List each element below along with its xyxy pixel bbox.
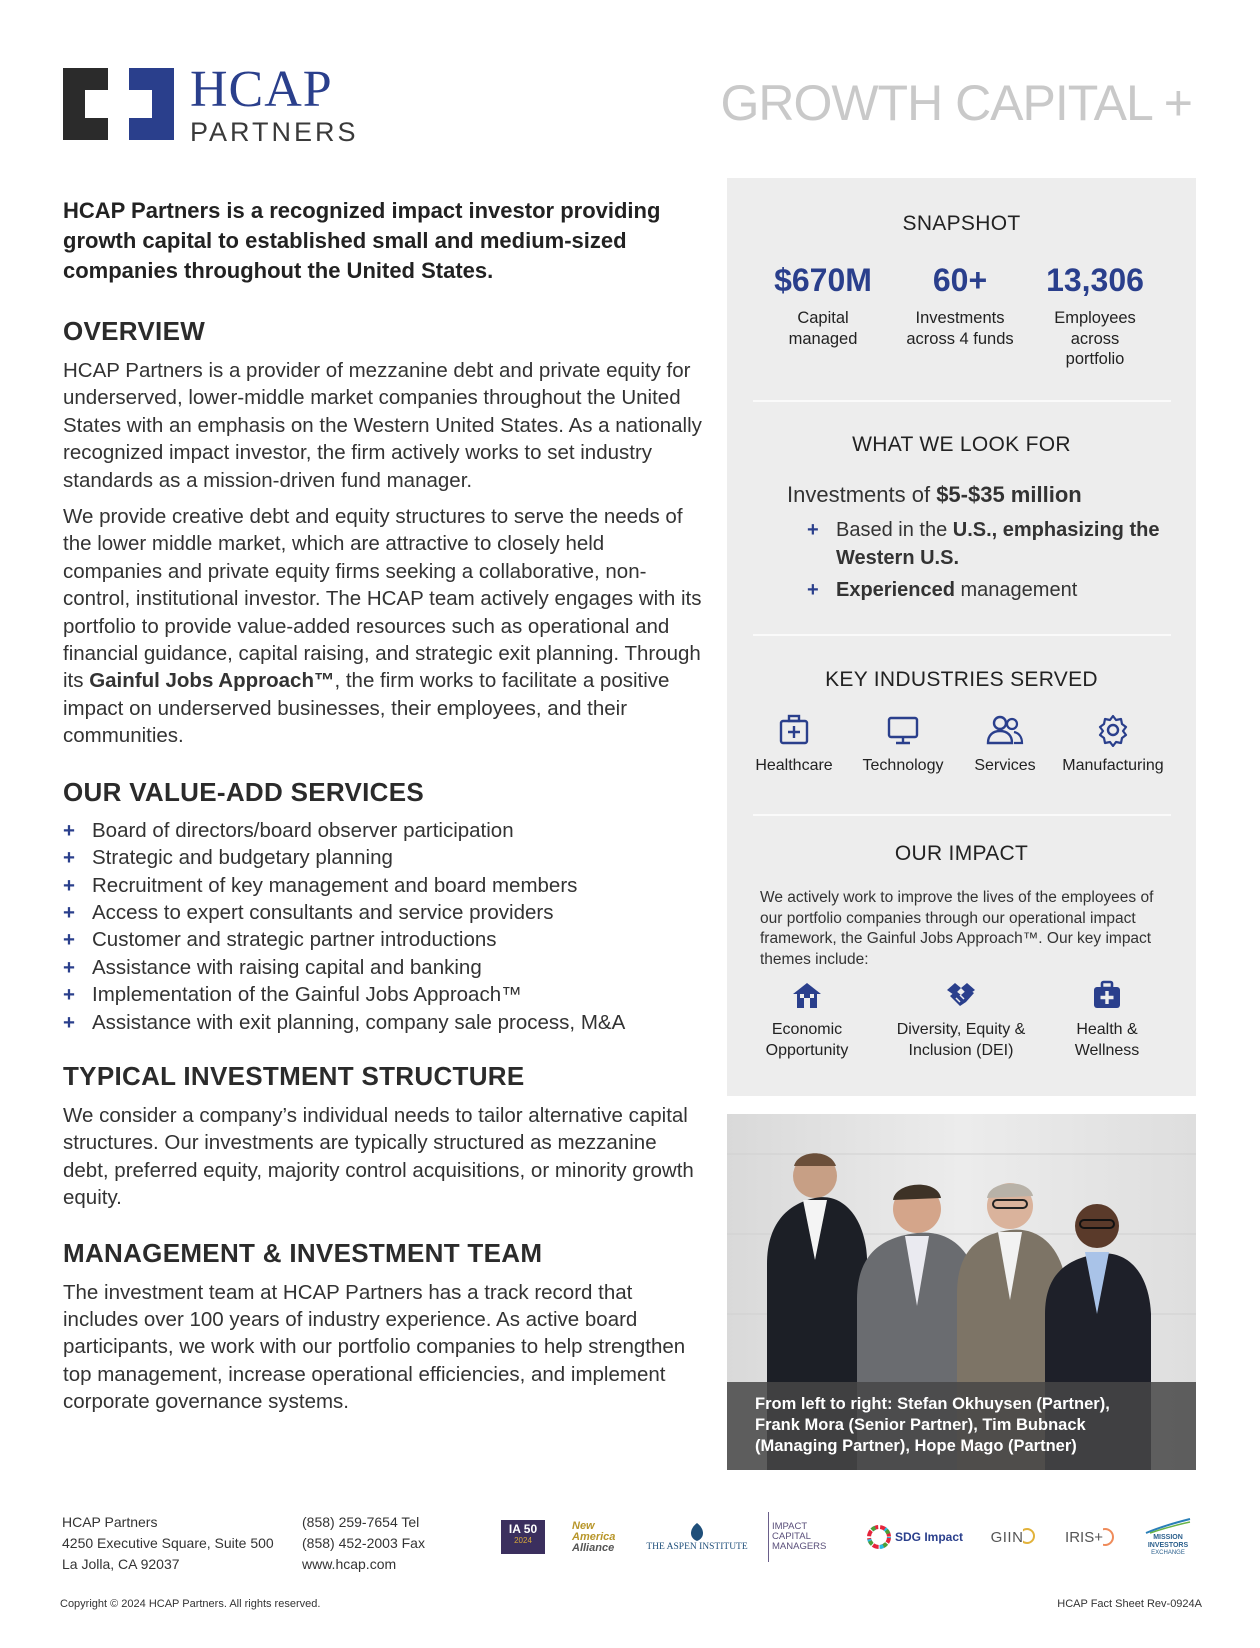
logo-name: HCAP (190, 61, 333, 118)
revision-code: HCAP Fact Sheet Rev-0924A (1057, 1598, 1202, 1610)
industry-manufacturing (1053, 713, 1173, 775)
giin-circle-icon (1023, 1527, 1037, 1547)
structure-paragraph: We consider a company’s individual needs to tailor alternative capital structures. Our investments are typically structured as mezzanine debt, preferred equity, majority control acquisitions, or minority growth equity. (63, 1103, 694, 1210)
plus-icon: + (63, 846, 75, 870)
snapshot-heading: SNAPSHOT (902, 212, 1021, 235)
impact-label: Health & Wellness (1074, 1021, 1140, 1059)
tagline: GROWTH CAPITAL + (720, 75, 1192, 131)
street-address: 4250 Executive Square, Suite 500 (62, 1535, 274, 1551)
services-heading: OUR VALUE-ADD SERVICES (63, 776, 425, 807)
photo-caption (727, 1382, 1196, 1470)
industry-label: Services (974, 757, 1036, 774)
impact-economic-opportunity (727, 980, 887, 1061)
list-item (63, 954, 703, 981)
caption-line: From left to right: Stefan Okhuysen (Partner), (755, 1395, 1110, 1413)
industry-label: Healthcare (755, 757, 833, 774)
footer-address (62, 1512, 274, 1575)
ia50-year: 2024 (514, 1536, 532, 1545)
look-for-list (807, 516, 1167, 608)
stat-value: $670M (774, 262, 872, 298)
industries-heading: KEY INDUSTRIES SERVED (825, 668, 1098, 691)
left-column (63, 196, 703, 1416)
mie-text: MISSION (1153, 1533, 1183, 1541)
phone-tel: (858) 259-7654 Tel (302, 1514, 420, 1530)
new-america-alliance-logo (572, 1512, 626, 1562)
phone-fax: (858) 452-2003 Fax (302, 1535, 425, 1551)
partner-logos (500, 1512, 1200, 1572)
plus-icon: + (807, 579, 819, 601)
criteria-bold: Experienced (836, 579, 955, 601)
impact-description: We actively work to improve the lives of the employees of our portfolio companies through our operational impact framework, the Gainful Jobs Approach™. Our key impact themes include: (760, 889, 1154, 968)
stat-label: Capital managed (788, 309, 858, 348)
service-text: Strategic and budgetary planning (92, 846, 393, 870)
plus-icon: + (63, 983, 75, 1007)
giin-text: GIIN (990, 1528, 1024, 1546)
list-item (63, 926, 703, 953)
criteria-text: Based in the (836, 519, 953, 541)
icm-text: CAPITAL (772, 1531, 811, 1542)
criteria-bold: U.S., emphasizing the Western U.S. (836, 519, 1160, 569)
sdg-wheel-icon (867, 1525, 891, 1549)
naa-text: Alliance (572, 1541, 615, 1554)
company-name: HCAP Partners (62, 1514, 158, 1530)
panel-divider (753, 400, 1171, 402)
stat-value: 13,306 (1046, 262, 1144, 298)
logo-subtitle: PARTNERS (190, 117, 359, 147)
plus-icon: + (63, 928, 75, 952)
footer-contact (302, 1512, 425, 1575)
monitor-icon (886, 713, 920, 747)
sidebar-panel (727, 178, 1196, 1096)
list-item (63, 844, 703, 871)
naa-text: America (572, 1530, 616, 1543)
icm-text: IMPACT (772, 1521, 808, 1532)
industry-technology (847, 713, 959, 775)
service-text: Recruitment of key management and board members (92, 873, 578, 897)
stat-investments (890, 262, 1030, 349)
team-paragraph: The investment team at HCAP Partners has a track record that includes over 100 years of industry experience. As active board participants, we work with our portfolio companies to help strengthen top management, increase operational efficiencies, and implement corporate governance systems. (63, 1280, 686, 1414)
plus-icon: + (63, 900, 75, 924)
impact-dei (881, 980, 1041, 1061)
mie-text: EXCHANGE (1151, 1549, 1185, 1556)
list-item (807, 516, 1167, 572)
service-text: Assistance with exit planning, company sale process, M&A (92, 1010, 626, 1034)
service-text: Assistance with raising capital and banking (92, 955, 482, 979)
gear-icon (1096, 713, 1130, 747)
stat-label: Employees across portfolio (1054, 309, 1136, 368)
panel-divider (753, 814, 1171, 816)
impact-label: Economic Opportunity (765, 1021, 849, 1059)
service-text: Implementation of the Gainful Jobs Approach™ (92, 983, 522, 1007)
gainful-jobs-term: Gainful Jobs Approach™ (89, 669, 335, 693)
caption-line: Frank Mora (Senior Partner), Tim Bubnack (755, 1416, 1086, 1434)
impact-label: Diversity, Equity & Inclusion (DEI) (896, 1021, 1026, 1059)
stat-value: 60+ (932, 262, 988, 298)
icm-text: MANAGERS (772, 1541, 827, 1552)
caption-line: (Managing Partner), Hope Mago (Partner) (755, 1437, 1077, 1455)
list-item (63, 981, 703, 1008)
stat-employees (1025, 262, 1165, 370)
impact-health-wellness (1027, 980, 1187, 1061)
stat-label: Investments across 4 funds (906, 309, 1014, 348)
website-link[interactable]: www.hcap.com (302, 1556, 397, 1572)
impact-capital-managers-logo (768, 1512, 838, 1562)
stat-capital (753, 262, 893, 349)
iris-text: IRIS+ (1065, 1528, 1103, 1546)
giin-logo (984, 1512, 1044, 1562)
copyright: Copyright © 2024 HCAP Partners. All rights reserved. (60, 1598, 321, 1610)
medical-bag-icon (1092, 980, 1122, 1010)
service-text: Access to expert consultants and service providers (92, 900, 554, 924)
list-item (63, 899, 703, 926)
hcap-logo-mark-icon (63, 68, 178, 140)
ia50-text: IA 50 (508, 1522, 538, 1536)
healthcare-icon (777, 713, 811, 747)
services-list (63, 817, 703, 1036)
impact-heading: OUR IMPACT (894, 842, 1029, 865)
naa-text: New (572, 1519, 595, 1532)
ia50-logo (500, 1512, 546, 1562)
panel-divider (753, 634, 1171, 636)
overview-heading: OVERVIEW (63, 316, 206, 346)
plus-icon: + (63, 1010, 75, 1034)
overview-p2-text: We provide creative debt and equity structures to serve the needs of the lower middle market, which are attractive to closely held companies and private equity firms seeking a collaborative, non-control, institutional investor. The HCAP team actively engages with its portfolio to provide value-added resources such as operational and financial guidance, capital raising, and strategic exit planning. Through its (63, 505, 702, 693)
structure-heading: TYPICAL INVESTMENT STRUCTURE (63, 1060, 525, 1091)
service-text: Board of directors/board observer participation (92, 818, 514, 842)
intro-statement: HCAP Partners is a recognized impact investor providing growth capital to established small and medium-sized companies throughout the United States. (63, 198, 661, 283)
plus-icon: + (807, 519, 819, 541)
sdg-impact-logo (860, 1512, 970, 1562)
hcap-logo (63, 61, 359, 147)
list-item (807, 576, 1167, 604)
industry-services (965, 713, 1045, 775)
overview-paragraph-2 (63, 503, 703, 750)
hands-icon (944, 980, 978, 1010)
industry-label: Technology (862, 757, 944, 774)
aspen-text: THE ASPEN INSTITUTE (646, 1542, 748, 1552)
iris-circle-icon (1103, 1527, 1117, 1547)
team-photo (727, 1114, 1196, 1470)
plus-icon: + (63, 818, 75, 842)
investment-size (787, 482, 1082, 508)
aspen-institute-logo (642, 1512, 752, 1562)
team-heading: MANAGEMENT & INVESTMENT TEAM (63, 1237, 543, 1268)
look-for-heading: WHAT WE LOOK FOR (852, 433, 1071, 456)
overview-paragraph-1: HCAP Partners is a provider of mezzanine debt and private equity for underserved, lower-middle market companies throughout the United States with an emphasis on the Western United States. As a nationally recognized impact investor, the firm actively works to set industry standards as a mission-driven fund manager. (63, 359, 702, 492)
overview-p2-text-end: , the firm works to facilitate a positive impact on underserved businesses, their employees, and their communities. (63, 669, 670, 748)
criteria-text: management (954, 579, 1078, 601)
house-icon (791, 980, 823, 1010)
aspen-leaf-icon (686, 1522, 708, 1542)
industry-label: Manufacturing (1062, 757, 1164, 774)
list-item (63, 817, 703, 844)
service-text: Customer and strategic partner introductions (92, 928, 497, 952)
list-item (63, 872, 703, 899)
city-state-zip: La Jolla, CA 92037 (62, 1556, 180, 1572)
mie-text: INVESTORS (1147, 1541, 1189, 1549)
mission-swoosh-icon (1144, 1518, 1192, 1534)
investment-size-prefix: Investments of (787, 482, 937, 507)
investment-size-range: $5-$35 million (936, 482, 1082, 507)
plus-icon: + (63, 873, 75, 897)
mission-investors-exchange-logo (1140, 1512, 1196, 1562)
sdg-text: SDG Impact (894, 1530, 963, 1544)
plus-icon: + (63, 955, 75, 979)
list-item (63, 1009, 703, 1036)
industry-healthcare (749, 713, 839, 775)
iris-plus-logo (1060, 1512, 1122, 1562)
people-icon (985, 713, 1025, 747)
